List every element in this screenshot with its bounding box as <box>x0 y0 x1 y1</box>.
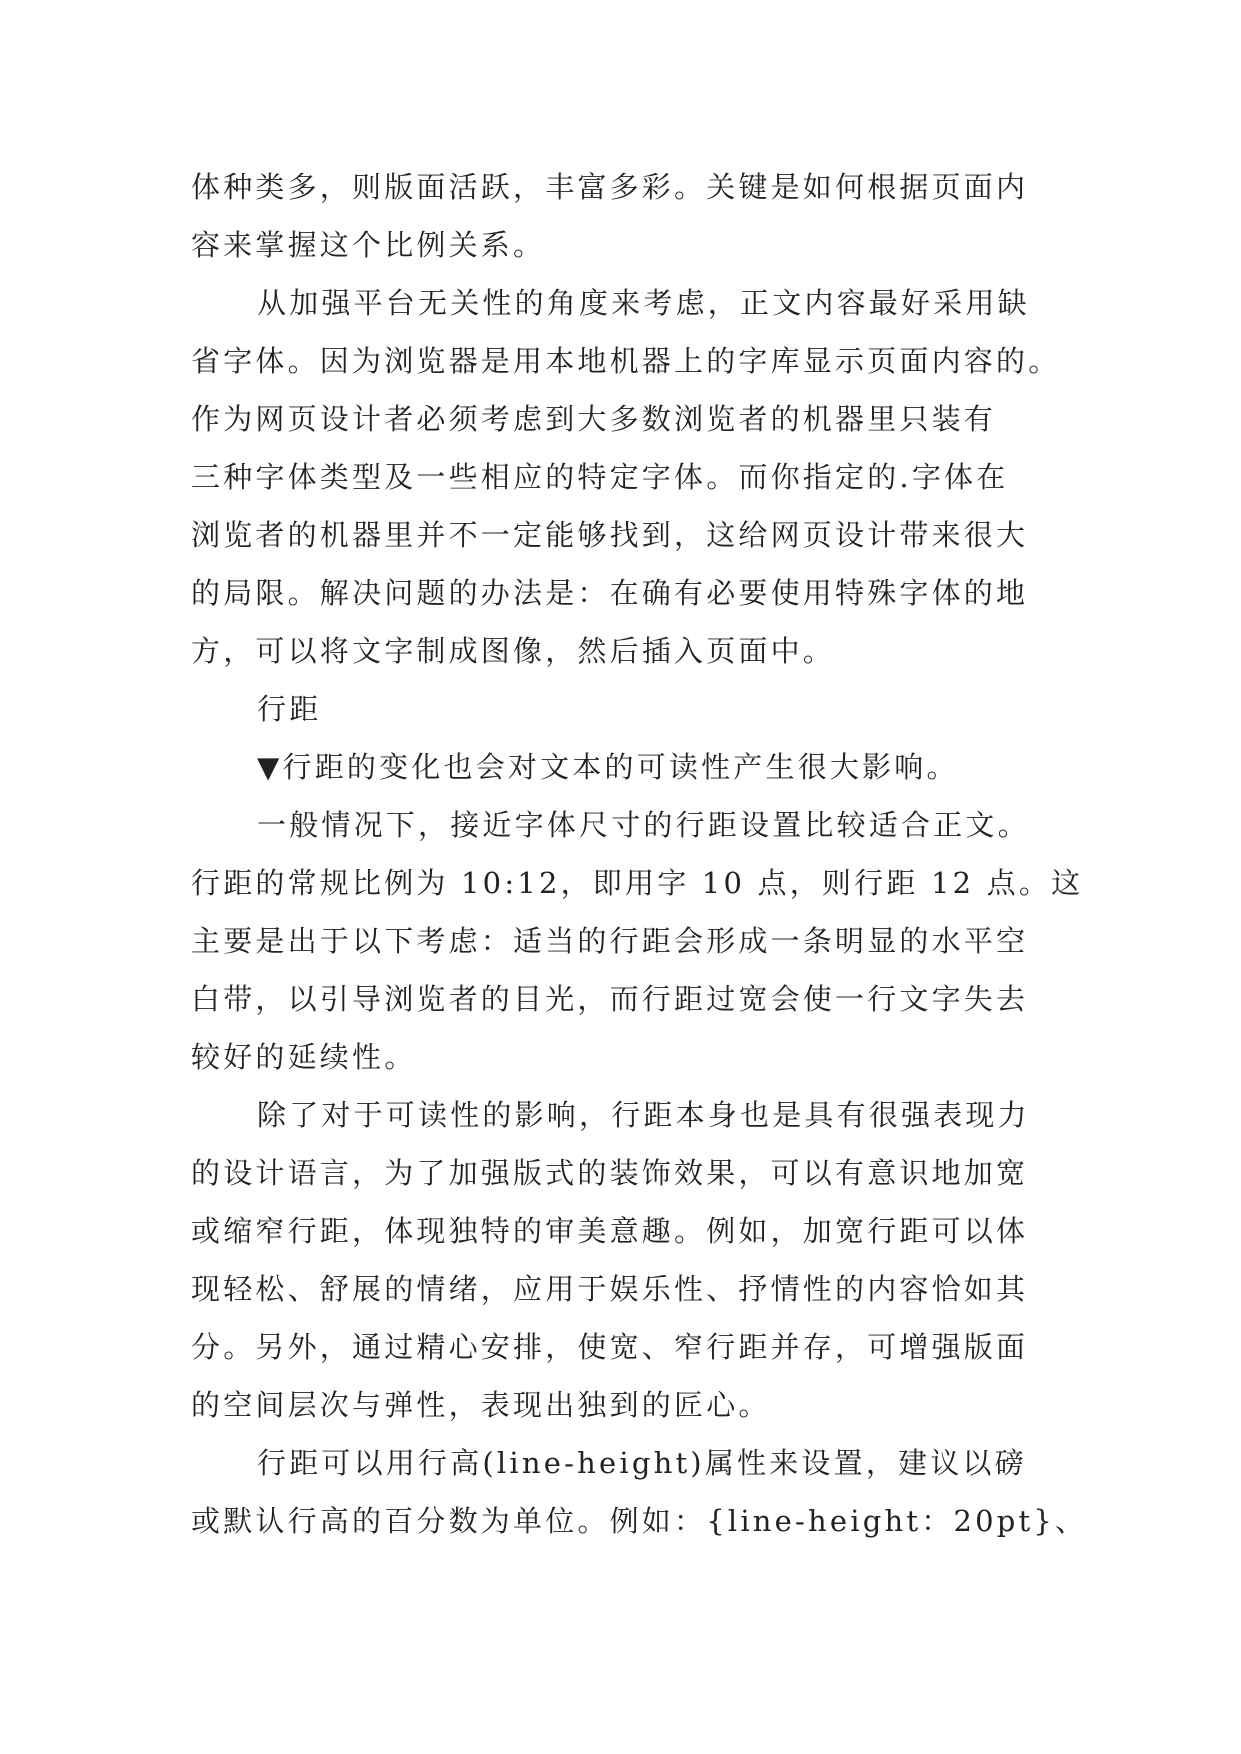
text-line: 行距的常规比例为 10:12，即用字 10 点，则行距 12 点。这 <box>191 866 1084 900</box>
body-text <box>191 158 1088 1550</box>
text-line: 或缩窄行距，体现独特的审美意趣。例如，加宽行距可以体 <box>191 1214 1029 1248</box>
bullet-line: ▼行距的变化也会对文本的可读性产生很大影响。 <box>257 750 959 784</box>
text-line: 体种类多，则版面活跃，丰富多彩。关键是如何根据页面内 <box>191 170 1029 204</box>
text-line: 浏览者的机器里并不一定能够找到，这给网页设计带来很大 <box>191 518 1029 552</box>
text-line: 主要是出于以下考虑：适当的行距会形成一条明显的水平空 <box>191 924 1029 958</box>
paragraph-first-line: 行距可以用行高(line-height)属性来设置，建议以磅 <box>257 1446 1027 1480</box>
paragraph-first-line: 从加强平台无关性的角度来考虑，正文内容最好采用缺 <box>257 286 1030 320</box>
text-line: 容来掌握这个比例关系。 <box>191 228 546 262</box>
text-line: 的局限。解决问题的办法是：在确有必要使用特殊字体的地 <box>191 576 1029 610</box>
text-line: 方，可以将文字制成图像，然后插入页面中。 <box>191 634 836 668</box>
text-line: 的设计语言，为了加强版式的装饰效果，可以有意识地加宽 <box>191 1156 1029 1190</box>
text-line: 三种字体类型及一些相应的特定字体。而你指定的.字体在 <box>191 460 1009 494</box>
text-line: 的空间层次与弹性，表现出独到的匠心。 <box>191 1388 771 1422</box>
text-line: 或默认行高的百分数为单位。例如：{line-height：20pt}、 <box>191 1504 1088 1538</box>
section-heading: 行距 <box>257 692 322 726</box>
text-line: 分。另外，通过精心安排，使宽、窄行距并存，可增强版面 <box>191 1330 1029 1364</box>
text-line: 现轻松、舒展的情绪，应用于娱乐性、抒情性的内容恰如其 <box>191 1272 1029 1306</box>
paragraph-first-line: 除了对于可读性的影响，行距本身也是具有很强表现力 <box>257 1098 1030 1132</box>
text-line: 白带，以引导浏览者的目光，而行距过宽会使一行文字失去 <box>191 982 1029 1016</box>
text-line: 省字体。因为浏览器是用本地机器上的字库显示页面内容的。 <box>191 344 1061 378</box>
paragraph-first-line: 一般情况下，接近字体尺寸的行距设置比较适合正文。 <box>257 808 1030 842</box>
text-line: 较好的延续性。 <box>191 1040 417 1074</box>
text-line: 作为网页设计者必须考虑到大多数浏览者的机器里只装有 <box>191 402 997 436</box>
